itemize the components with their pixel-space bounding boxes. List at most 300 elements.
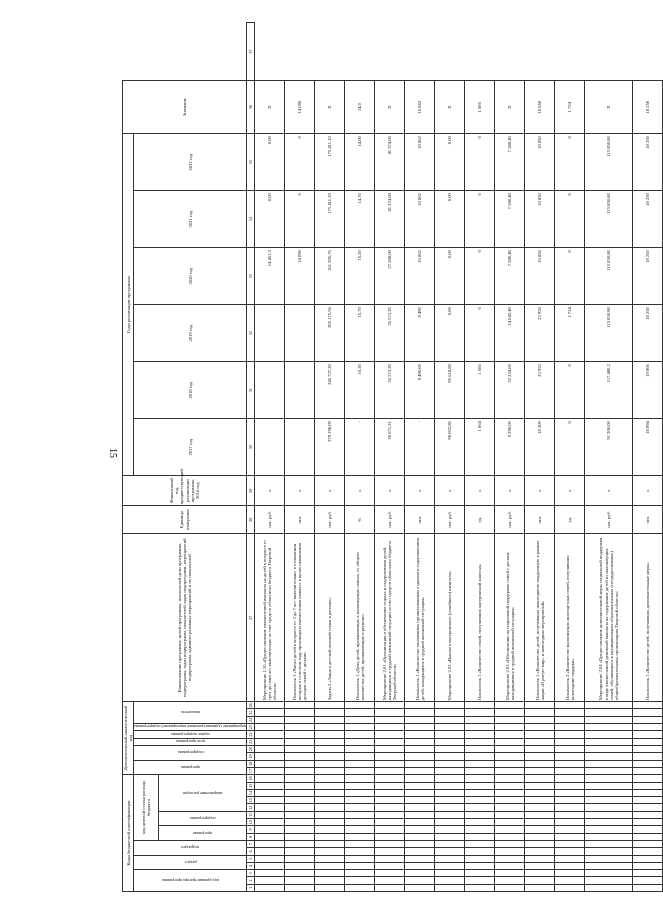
code-cell (585, 862, 633, 869)
code-cell (525, 833, 555, 840)
code-cell (315, 745, 345, 752)
column-index-cell: 22 (248, 732, 254, 737)
code-cell (585, 884, 633, 891)
code-cell (375, 848, 405, 855)
code-cell (585, 848, 633, 855)
code-cell (375, 753, 405, 760)
code-cell (555, 745, 585, 752)
code-cell (345, 782, 375, 789)
code-cell (255, 877, 285, 884)
row-name: Показатель 1 «Доля детей, проживающих в малоимущих семьях, от общего количества детей, проживающих в регионе» (345, 534, 375, 702)
code-cell (255, 819, 285, 826)
code-cell (435, 797, 465, 804)
code-cell (345, 702, 375, 709)
code-cell (585, 870, 633, 877)
subprogram-code-header: подпрограмма (159, 811, 247, 826)
final-header: Значение (123, 81, 247, 134)
code-cell (525, 767, 555, 774)
code-cell (465, 702, 495, 709)
code-cell (465, 775, 495, 782)
value-2018-cell: 16,20 (345, 362, 375, 419)
code-cell (585, 819, 633, 826)
code-cell (465, 840, 495, 847)
code-cell (633, 731, 663, 738)
code-cell (315, 811, 345, 818)
code-cell (435, 731, 465, 738)
value-2021-cell: 175 411,10 (315, 191, 345, 248)
value-2017-cell (285, 419, 315, 476)
code-cell (465, 731, 495, 738)
value-2020-cell: 115 850,80 (585, 248, 633, 305)
code-cell (375, 877, 405, 884)
final-value-cell: 10 862 (405, 81, 435, 134)
years-group-header: Годы реализации программы (123, 134, 134, 476)
unit-cell: чел. (285, 506, 315, 534)
value-2017-cell: 9 290,00 (495, 419, 525, 476)
code-cell (255, 826, 285, 833)
code-cell (285, 884, 315, 891)
code-cell (465, 884, 495, 891)
code-cell (633, 804, 663, 811)
value-2021-cell: 7 580,40 (495, 191, 525, 248)
code-cell (633, 848, 663, 855)
base-year-cell: х (633, 476, 663, 506)
table-row (495, 23, 525, 892)
code-cell (495, 804, 525, 811)
table-row (285, 23, 315, 892)
value-2021-cell: 14,70 (345, 191, 375, 248)
task-header: задача подпрограммы (134, 731, 247, 738)
code-cell (405, 702, 435, 709)
code-cell (345, 811, 375, 818)
code-cell (525, 789, 555, 796)
code-cell (285, 789, 315, 796)
code-cell (585, 738, 633, 745)
code-cell (375, 804, 405, 811)
final-value-cell: Х (255, 81, 285, 134)
value-2021-cell: 0 (555, 191, 585, 248)
code-cell (375, 884, 405, 891)
code-cell (405, 753, 435, 760)
column-index-cell: 5 (247, 855, 255, 862)
final-value-cell: 14 096 (285, 81, 315, 134)
code-cell (585, 709, 633, 716)
code-cell (285, 767, 315, 774)
value-2021-cell: 0 (285, 191, 315, 248)
code-cell (255, 855, 285, 862)
code-cell (345, 804, 375, 811)
final-value-cell: Х (585, 81, 633, 134)
row-name: Мероприятие 2.04 «Предоставление дополнительной меры социальной поддержки в виде ежемесячной денежной выплаты на содержание детей из малоимущих семей, обучающихся в муниципальных образовательных (государственных) общеобразовательных организациях Тверской области» (585, 534, 633, 702)
code-cell (375, 716, 405, 723)
value-2020-cell: 0 (555, 248, 585, 305)
value-2021-cell: 41 374,00 (375, 191, 405, 248)
code-cell (585, 826, 633, 833)
value-2019-cell (285, 305, 315, 362)
table-row (525, 23, 555, 892)
direction-header: направление расходов (159, 775, 247, 812)
expense-item-header: код целевой статьи расхода бюджета (134, 775, 159, 841)
base-year-cell: х (285, 476, 315, 506)
code-cell (315, 702, 345, 709)
admin-code-header: код администратора программы (134, 870, 247, 892)
value-2017-cell: 18 094 (633, 419, 663, 476)
code-cell (345, 753, 375, 760)
code-cell (435, 767, 465, 774)
code-cell (315, 753, 345, 760)
column-index-cell: 20 (248, 747, 254, 752)
code-cell (555, 848, 585, 855)
fin-target-header: Финансовый год, предшествующий реализации программы, 2016 год (123, 476, 247, 506)
code-cell (495, 819, 525, 826)
code-cell (465, 760, 495, 767)
value-2017-cell: 279 198,09 (315, 419, 345, 476)
code-cell (465, 745, 495, 752)
code-cell (435, 855, 465, 862)
code-cell (525, 775, 555, 782)
code-cell (585, 753, 633, 760)
value-2020-cell: 14 451,3 (255, 248, 285, 305)
code-cell (525, 855, 555, 862)
code-cell (633, 767, 663, 774)
value-2020-cell: 0 (465, 248, 495, 305)
value-2017-cell: 0 (555, 419, 585, 476)
value-2019-cell: 115 850,80 (585, 305, 633, 362)
code-cell (405, 833, 435, 840)
code-cell (633, 724, 663, 731)
code-cell (495, 855, 525, 862)
row-name: Мероприятие 1.10 «Предоставление ежемесячной выплаты на детей в возрасте от трех до семи лет включительно за счет средств областного бюджета Тверской области» (255, 534, 285, 702)
page-number: 15 (107, 448, 118, 458)
code-cell (315, 767, 345, 774)
value-2018-cell: 9 490,00 (405, 362, 435, 419)
code-cell (285, 709, 315, 716)
column-index-cell: 24 (248, 717, 254, 723)
code-cell (315, 848, 345, 855)
measure-header: показатель (134, 702, 247, 724)
value-2018-cell (285, 362, 315, 419)
value-2021-cell: 10 862 (405, 191, 435, 248)
value-2022-cell: 175 411,10 (315, 134, 345, 191)
code-cell (405, 767, 435, 774)
column-index-cell: 14 (248, 790, 254, 796)
code-cell (405, 804, 435, 811)
code-cell (375, 767, 405, 774)
code-cell (255, 782, 285, 789)
code-cell (375, 745, 405, 752)
code-cell (405, 870, 435, 877)
column-index-cell: 18 (248, 761, 254, 766)
code-cell (525, 848, 555, 855)
column-index-cell: 19 (248, 754, 254, 759)
code-cell (633, 826, 663, 833)
row-name: Мероприятие 2.03 «Обеспечение на социальной поддержке семей с детьми, находящимися в трудной жизненной ситуации» (495, 534, 525, 702)
column-index-row (247, 23, 255, 892)
code-cell (435, 804, 465, 811)
code-cell (633, 745, 663, 752)
code-cell (555, 760, 585, 767)
unit-header: Единица измерения (123, 506, 247, 534)
unit-cell: % (345, 506, 375, 534)
final-value-cell: Х (495, 81, 525, 134)
value-2021-cell: 115 850,80 (585, 191, 633, 248)
code-cell (375, 724, 405, 731)
code-cell (585, 745, 633, 752)
unit-cell: ед. (465, 506, 495, 534)
code-cell (435, 716, 465, 723)
code-cell (585, 731, 633, 738)
value-2022-cell: 41 374,00 (375, 134, 405, 191)
code-cell (375, 782, 405, 789)
code-cell (585, 789, 633, 796)
code-cell (585, 811, 633, 818)
code-cell (495, 745, 525, 752)
code-cell (255, 724, 285, 731)
code-cell (465, 870, 495, 877)
subprogram-header: подпрограмма (134, 745, 247, 760)
code-cell (495, 840, 525, 847)
code-cell (345, 833, 375, 840)
row-name: Мероприятие 2.02 «Выплата материнского (семейного) капитала» (435, 534, 465, 702)
code-cell (465, 811, 495, 818)
code-cell (255, 709, 285, 716)
code-cell (555, 819, 585, 826)
code-cell (465, 819, 495, 826)
budget-codes-header: Коды бюджетной классификации (123, 775, 134, 892)
unit-cell: чел. (525, 506, 555, 534)
base-year-cell: х (525, 476, 555, 506)
code-cell (405, 775, 435, 782)
code-cell (525, 862, 555, 869)
base-year-cell: х (495, 476, 525, 506)
code-cell (285, 738, 315, 745)
value-2021-cell: 18 250 (633, 191, 663, 248)
code-cell (345, 840, 375, 847)
value-2019-cell: 18 250 (633, 305, 663, 362)
code-cell (285, 877, 315, 884)
final-value-cell: 14,0 (345, 81, 375, 134)
code-cell (525, 819, 555, 826)
code-cell (345, 775, 375, 782)
code-cell (375, 833, 405, 840)
value-2017-cell: 30 671,21 (375, 419, 405, 476)
code-cell (315, 884, 345, 891)
code-cell (345, 760, 375, 767)
year-2020-header: 2020 год (134, 248, 247, 305)
code-cell (495, 767, 525, 774)
naming-header: Наименование программы, целей программы, показателей цели программы, подпрограмм, задач подпрограмм, показателей задач подпрограмм, мероприятий подпрограмм, административных мероприятий и их показателей (123, 534, 247, 702)
code-cell (555, 724, 585, 731)
code-cell (255, 862, 285, 869)
code-cell (525, 702, 555, 709)
code-cell (633, 819, 663, 826)
code-cell (633, 753, 663, 760)
code-cell (315, 855, 345, 862)
column-index-cell: 6 (247, 848, 255, 855)
code-cell (633, 782, 663, 789)
code-cell (285, 855, 315, 862)
code-cell (405, 782, 435, 789)
code-cell (465, 724, 495, 731)
code-cell (555, 775, 585, 782)
code-cell (285, 745, 315, 752)
row-name: Задача 2 «Защита детской половой семьи в регионе» (315, 534, 345, 702)
code-cell (405, 760, 435, 767)
code-cell (255, 840, 285, 847)
code-cell (405, 731, 435, 738)
code-cell (525, 782, 555, 789)
code-cell (555, 797, 585, 804)
code-cell (465, 738, 495, 745)
code-cell (633, 870, 663, 877)
table-row (585, 23, 633, 892)
code-cell (345, 884, 375, 891)
final-value-cell: Х (435, 81, 465, 134)
row-name: Мероприятие 2.01 «Организация и обеспечение отдыха и оздоровления детей, находящихся в трудной жизненной ситуации за счет средств областного бюджета Тверской области» (375, 534, 405, 702)
value-2021-cell: 0,00 (435, 191, 465, 248)
code-cell (435, 819, 465, 826)
value-2022-cell: 18 250 (633, 134, 663, 191)
column-index-cell: 25 (248, 710, 254, 715)
code-cell (585, 877, 633, 884)
target-header: цель программы (134, 738, 247, 745)
code-cell (435, 840, 465, 847)
code-cell (285, 731, 315, 738)
code-cell (525, 731, 555, 738)
base-year-cell: х (375, 476, 405, 506)
code-cell (315, 870, 345, 877)
code-cell (285, 724, 315, 731)
code-cell (375, 731, 405, 738)
code-cell (435, 833, 465, 840)
value-2019-cell: 14 042,40 (495, 305, 525, 362)
code-cell (525, 870, 555, 877)
value-2020-cell: 18 250 (633, 248, 663, 305)
value-2018-cell: 35 573,20 (375, 362, 405, 419)
code-cell (465, 753, 495, 760)
column-index-cell: 33 (247, 248, 255, 305)
value-2020-cell: 7 580,40 (495, 248, 525, 305)
code-cell (633, 884, 663, 891)
code-cell (345, 724, 375, 731)
unit-cell: тыс. руб. (585, 506, 633, 534)
code-cell (495, 775, 525, 782)
column-index-cell: 12 (248, 805, 254, 810)
value-2019-cell: 0,00 (435, 305, 465, 362)
code-cell (285, 702, 315, 709)
code-cell (315, 819, 345, 826)
code-cell (375, 819, 405, 826)
table-row (405, 23, 435, 892)
code-cell (525, 877, 555, 884)
code-cell (255, 775, 285, 782)
code-cell (555, 833, 585, 840)
year-2022-header: 2022 год (134, 134, 247, 191)
unit-cell: чел. (405, 506, 435, 534)
code-cell (585, 724, 633, 731)
code-cell (435, 862, 465, 869)
code-cell (525, 797, 555, 804)
code-cell (405, 819, 435, 826)
code-cell (585, 797, 633, 804)
code-cell (315, 782, 345, 789)
value-2022-cell: 0,00 (435, 134, 465, 191)
code-cell (465, 804, 495, 811)
code-cell (255, 702, 285, 709)
value-2020-cell: 10 862 (405, 248, 435, 305)
code-cell (585, 716, 633, 723)
code-cell (525, 840, 555, 847)
code-cell (435, 826, 465, 833)
code-cell (255, 753, 285, 760)
code-cell (315, 731, 345, 738)
code-cell (345, 848, 375, 855)
code-cell (465, 789, 495, 796)
code-cell (315, 789, 345, 796)
code-cell (525, 716, 555, 723)
column-index-cell: 10 (248, 820, 254, 825)
row-name: Показатель 1 «Количество семей, получивших материнский капитал» (465, 534, 495, 702)
code-cell (405, 811, 435, 818)
code-cell (525, 709, 555, 716)
code-cell (633, 738, 663, 745)
value-2020-cell: 27 588,00 (375, 248, 405, 305)
code-cell (495, 797, 525, 804)
code-cell (315, 804, 345, 811)
value-2017-cell: 18 209 (525, 419, 555, 476)
code-cell (435, 724, 465, 731)
code-cell (633, 775, 663, 782)
code-cell (633, 760, 663, 767)
unit-cell: тыс. руб. (315, 506, 345, 534)
code-cell (525, 811, 555, 818)
table-row (633, 23, 663, 892)
value-2019-cell: 0 (465, 305, 495, 362)
final-value-cell: 18 250 (633, 81, 663, 134)
code-cell (555, 877, 585, 884)
code-cell (495, 826, 525, 833)
column-index-cell: 27 (247, 534, 255, 702)
value-2017-cell: - (345, 419, 375, 476)
code-cell (255, 760, 285, 767)
code-cell (285, 753, 315, 760)
program-header: программа (134, 760, 247, 775)
table-row (465, 23, 495, 892)
unit-cell: тыс. руб. (435, 506, 465, 534)
base-year-cell: х (435, 476, 465, 506)
value-2020-cell: 161 395,76 (315, 248, 345, 305)
code-cell (525, 884, 555, 891)
column-index-cell: 8 (247, 833, 255, 840)
code-cell (495, 760, 525, 767)
code-cell (285, 840, 315, 847)
table-row (315, 23, 345, 892)
code-cell (435, 760, 465, 767)
code-cell (633, 716, 663, 723)
code-cell (435, 789, 465, 796)
code-cell (555, 862, 585, 869)
column-index-cell: 17 (248, 768, 254, 774)
code-cell (495, 724, 525, 731)
value-2019-cell: 15,70 (345, 305, 375, 362)
row-name: Показатель 1 «Количество детей, получивших новогоднюю подарочную в рамках акции «Я рисую мир» и новогодних мероприятий» (525, 534, 555, 702)
value-2019-cell (255, 305, 285, 362)
code-cell (435, 775, 465, 782)
code-cell (345, 767, 375, 774)
code-cell (555, 826, 585, 833)
value-2020-cell: 15,20 (345, 248, 375, 305)
code-cell (435, 884, 465, 891)
